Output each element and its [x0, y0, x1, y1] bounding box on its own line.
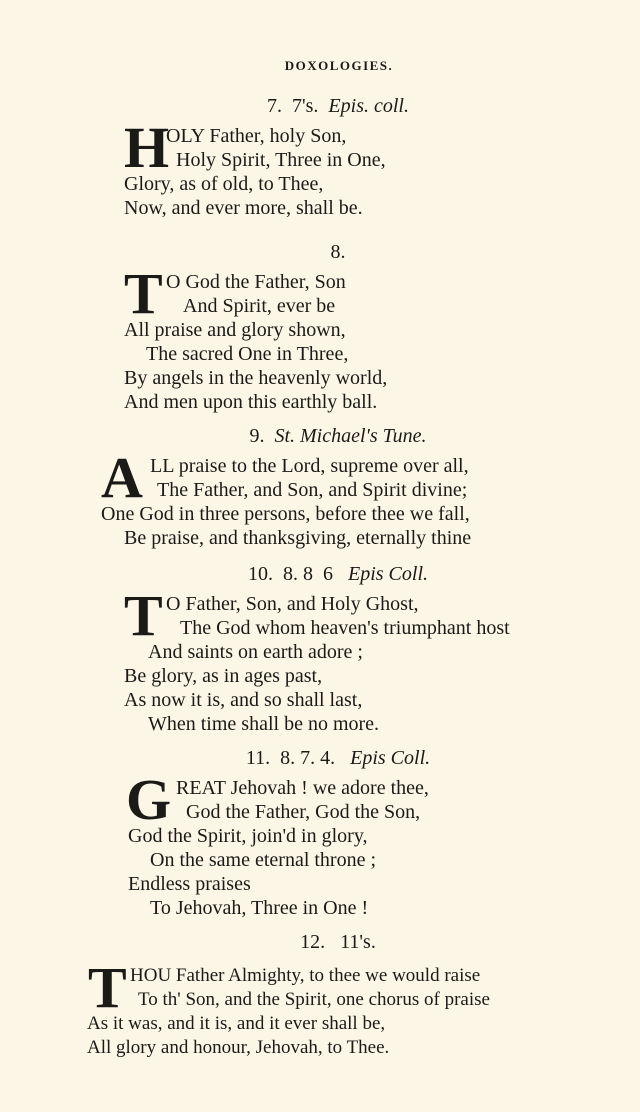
verse-line: To Jehovah, Three in One !	[150, 897, 369, 919]
verse-line: Now, and ever more, shall be.	[124, 197, 363, 219]
page-header: DOXOLOGIES.	[284, 58, 394, 73]
hymn-title	[0, 746, 640, 770]
verse-line: REAT Jehovah ! we adore thee,	[176, 777, 429, 799]
hymn-number: 9.	[249, 425, 265, 447]
drop-cap: A	[101, 445, 143, 510]
hymn-source: Epis Coll.	[347, 563, 428, 585]
verse-line: God the Father, God the Son,	[186, 801, 421, 823]
hymn-10	[0, 562, 640, 735]
hymn-meter: 8. 8 6	[282, 563, 333, 585]
verse-line: And Spirit, ever be	[183, 295, 336, 317]
verse-line: By angels in the heavenly world,	[124, 367, 388, 389]
verse-line: On the same eternal throne ;	[150, 849, 377, 871]
verse-line: The sacred One in Three,	[146, 343, 349, 365]
hymn-source: Epis. coll.	[328, 95, 409, 117]
verse-line: Be glory, as in ages past,	[124, 665, 323, 687]
hymn-11	[0, 746, 640, 919]
verse-line: As now it is, and so shall last,	[124, 689, 363, 711]
hymn-meter: 8. 7. 4.	[280, 747, 336, 769]
hymn-number: 12.	[300, 931, 326, 953]
hymn-12	[0, 930, 640, 1058]
hymn-title	[0, 94, 640, 118]
verse-line: God the Spirit, join'd in glory,	[128, 825, 368, 847]
hymn-8	[0, 240, 640, 413]
drop-cap: T	[124, 583, 163, 648]
verse-line: HOU Father Almighty, to thee we would raise	[130, 965, 481, 986]
verse-line: The Father, and Son, and Spirit divine;	[157, 479, 468, 501]
drop-cap: G	[126, 767, 172, 832]
drop-cap: T	[88, 955, 127, 1020]
hymn-source: Epis Coll.	[350, 747, 431, 769]
verse-line: Holy Spirit, Three in One,	[176, 149, 386, 171]
hymn-title	[0, 562, 640, 586]
verse-line: One God in three persons, before thee we fall,	[101, 503, 470, 525]
hymn-7	[0, 94, 640, 219]
verse-line: The God whom heaven's triumphant host	[180, 617, 510, 639]
hymn-title	[0, 424, 640, 448]
hymn-9	[0, 424, 640, 549]
drop-cap: H	[124, 115, 170, 180]
hymn-meter: 7's.	[292, 95, 319, 117]
hymn-number: 8.	[330, 241, 346, 263]
hymn-source: St. Michael's Tune.	[274, 425, 427, 447]
verse-line: To th' Son, and the Spirit, one chorus of praise	[138, 989, 490, 1010]
hymn-number: 7.	[267, 95, 283, 117]
hymn-number: 11.	[245, 747, 271, 769]
hymn-title	[0, 240, 640, 264]
verse-line: LL praise to the Lord, supreme over all,	[150, 455, 469, 477]
verse-line: O God the Father, Son	[166, 271, 346, 293]
verse-line: Be praise, and thanksgiving, eternally thine	[124, 527, 472, 549]
hymn-number: 10.	[247, 563, 273, 585]
hymn-meter: 11's.	[340, 931, 376, 953]
verse-line: OLY Father, holy Son,	[166, 125, 347, 147]
verse-line: And men upon this earthly ball.	[124, 391, 378, 413]
verse-line: When time shall be no more.	[148, 713, 380, 735]
verse-line: And saints on earth adore ;	[148, 641, 363, 663]
verse-line: O Father, Son, and Holy Ghost,	[166, 593, 419, 615]
drop-cap: T	[124, 261, 163, 326]
verse-line: All glory and honour, Jehovah, to Thee.	[87, 1037, 390, 1058]
verse-line: Endless praises	[128, 873, 251, 895]
hymn-title	[0, 930, 640, 954]
verse-line: Glory, as of old, to Thee,	[124, 173, 324, 195]
verse-line: All praise and glory shown,	[124, 319, 346, 341]
verse-line: As it was, and it is, and it ever shall be,	[87, 1013, 386, 1034]
